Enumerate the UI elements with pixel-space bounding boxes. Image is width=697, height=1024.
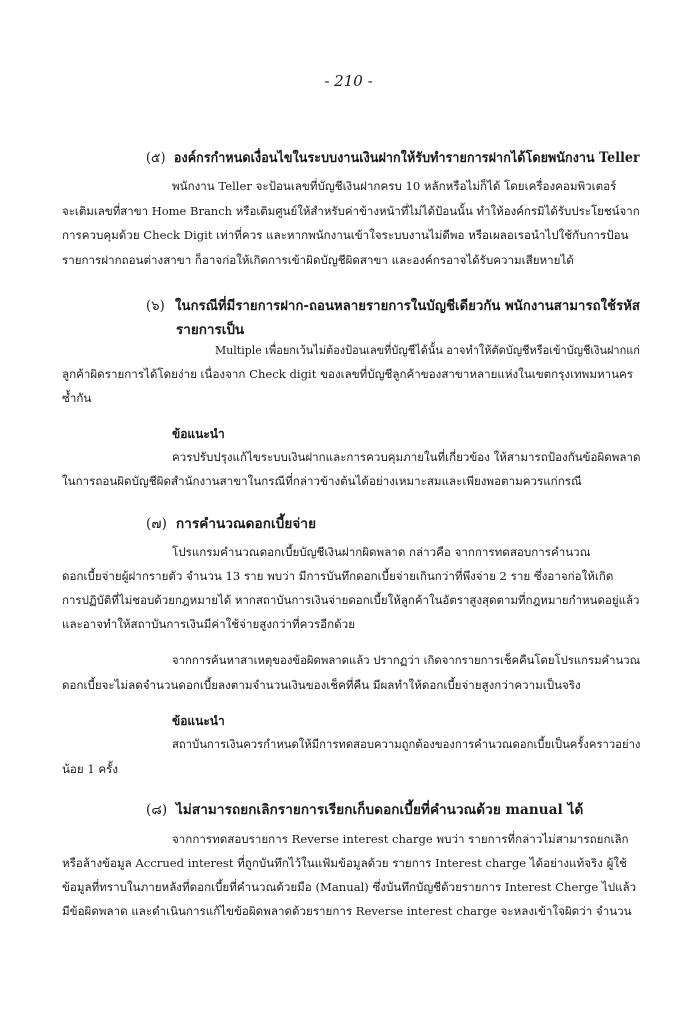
section-7-cause-line-2: ดอกเบี้ยจะไม่ลดจำนวนดอกเบี้ยลงตามจำนวนเงินของเช็คที่คืน มีผลทำให้ดอกเบี้ยจ่ายสูงกว่าความเป็นจริง <box>62 678 581 692</box>
section-6-heading <box>146 294 640 316</box>
section-7-number: (๗) <box>146 516 167 532</box>
section-7-line-1: โปรแกรมคำนวณดอกเบี้ยบัญชีเงินฝากผิดพลาด กล่าวคือ จากการทดสอบการคำนวณ <box>172 545 591 559</box>
section-5-heading <box>146 146 640 168</box>
section-7-cause-line-1: จากการค้นหาสาเหตุของข้อผิดพลาดแล้ว ปรากฏว่า เกิดจากรายการเช็คคืนโดยโปรแกรมคำนวณ <box>172 653 641 667</box>
page-number: - 210 - <box>324 72 373 90</box>
section-8-heading <box>146 798 583 820</box>
advice-1-line-2: ในการถอนผิดบัญชีผิดสำนักงานสาขาในกรณีที่กล่าวข้างต้นได้อย่างเหมาะสมและเพียงพอตามควรแก่กรณี <box>62 474 582 488</box>
section-5-line-1: พนักงาน Teller จะป้อนเลขที่บัญชีเงินฝากครบ 10 หลักหรือไม่ก็ได้ โดยเครื่องคอมพิวเตอร์ <box>172 179 617 193</box>
advice-2-line-1: สถาบันการเงินควรกำหนดให้มีการทดสอบความถูกต้องของการคำนวณดอกเบี้ยเป็นครั้งคราวอย่าง <box>172 737 641 751</box>
section-6-line-2: ลูกค้าผิดรายการได้โดยง่าย เนื่องจาก Check digit ของเลขที่บัญชีลูกค้าของสาขาหลายแห่งในเขตกรุงเทพมหานคร <box>62 367 634 381</box>
section-8-line-3: ข้อมูลที่ทราบในภายหลังที่ดอกเบี้ยที่คำนวณด้วยมือ (Manual) ซึ่งบันทึกบัญชีด้วยรายการ Interest Cherge ไปแล้ว <box>62 880 637 894</box>
section-5-number: (๕) <box>146 150 166 166</box>
advice-2-line-2: น้อย 1 ครั้ง <box>62 762 119 776</box>
section-8-number: (๘) <box>146 802 168 818</box>
section-7-line-4: และอาจทำให้สถาบันการเงินมีค่าใช้จ่ายสูงกว่าที่ควรอีกด้วย <box>62 617 355 631</box>
advice-2-label: ข้อแนะนำ <box>172 714 225 728</box>
section-7-heading <box>146 512 316 534</box>
section-6-title-line-1: ในกรณีที่มีรายการฝาก-ถอนหลายรายการในบัญชีเดียวกัน พนักงานสามารถใช้รหัส <box>175 298 641 314</box>
advice-1-line-1: ควรปรับปรุงแก้ไขระบบเงินฝากและการควบคุมภายในที่เกี่ยวข้อง ให้สามารถป้องกันข้อผิดพลาด <box>172 450 641 464</box>
section-7-line-2: ดอกเบี้ยจ่ายผู้ฝากรายตัว จำนวน 13 ราย พบว่า มีการบันทึกดอกเบี้ยจ่ายเกินกว่าที่พึงจ่าย 2 ราย ซึ่งอาจก่อให้เกิด <box>62 569 614 583</box>
section-7-title: การคำนวณดอกเบี้ยจ่าย <box>176 516 317 532</box>
section-5-title: องค์กรกำหนดเงื่อนไขในระบบงานเงินฝากให้รับทำรายการฝากได้โดยพนักงาน Teller <box>173 150 640 166</box>
section-5-line-3: การควบคุมด้วย Check Digit เท่าที่ควร และหากพนักงานเข้าใจระบบงานไม่ดีพอ หรือเผลอเรอนำไปใช้กับการป้อน <box>62 228 629 242</box>
section-8-title: ไม่สามารถยกเลิกรายการเรียกเก็บดอกเบี้ยที่คำนวณด้วย manual ได้ <box>176 802 584 818</box>
section-5-line-2: จะเติมเลขที่สาขา Home Branch หรือเติมศูนย์ให้สำหรับค่าข้างหน้าที่ไม่ได้ป้อนนั้น ทำให้องค์กรมิได้รับประโยชน์จาก <box>62 204 640 218</box>
section-8-line-1: จากการทดสอบรายการ Reverse interest charge พบว่า รายการที่กล่าวไม่สามารถยกเลิก <box>172 832 629 846</box>
section-5-line-4: รายการฝากถอนต่างสาขา ก็อาจก่อให้เกิดการเข้าผิดบัญชีผิดสาขา และองค์กรอาจได้รับความเสียหายได้ <box>62 253 574 267</box>
section-6-number: (๖) <box>146 298 165 314</box>
section-8-line-2: หรือล้างข้อมูล Accrued interest ที่ถูกบันทึกไว้ในแฟ้มข้อมูลด้วย รายการ Interest charge ได้อย่างแท้จริง ผู้ใช้ <box>62 856 627 870</box>
advice-1-label: ข้อแนะนำ <box>172 427 225 441</box>
section-8-line-4: มีข้อผิดพลาด และดำเนินการแก้ไขข้อผิดพลาดด้วยรายการ Reverse interest charge จะหลงเข้าใจผิดว่า จำนวน <box>62 904 632 918</box>
section-6-line-1: Multiple เพื่อยกเว้นไม่ต้องป้อนเลขที่บัญชีได้นั้น อาจทำให้ตัดบัญชีหรือเข้าบัญชีเงินฝากแก่ <box>215 343 640 357</box>
section-6-line-3: ซ้ำกัน <box>62 391 92 405</box>
section-6-title-line-2: รายการเป็น <box>176 322 245 338</box>
section-7-line-3: การปฏิบัติที่ไม่ชอบด้วยกฎหมายได้ หากสถาบันการเงินจ่ายดอกเบี้ยให้ลูกค้าในอัตราสูงสุดตามที่กฎหมายกำหนดอยู่แล้ว <box>62 593 640 607</box>
